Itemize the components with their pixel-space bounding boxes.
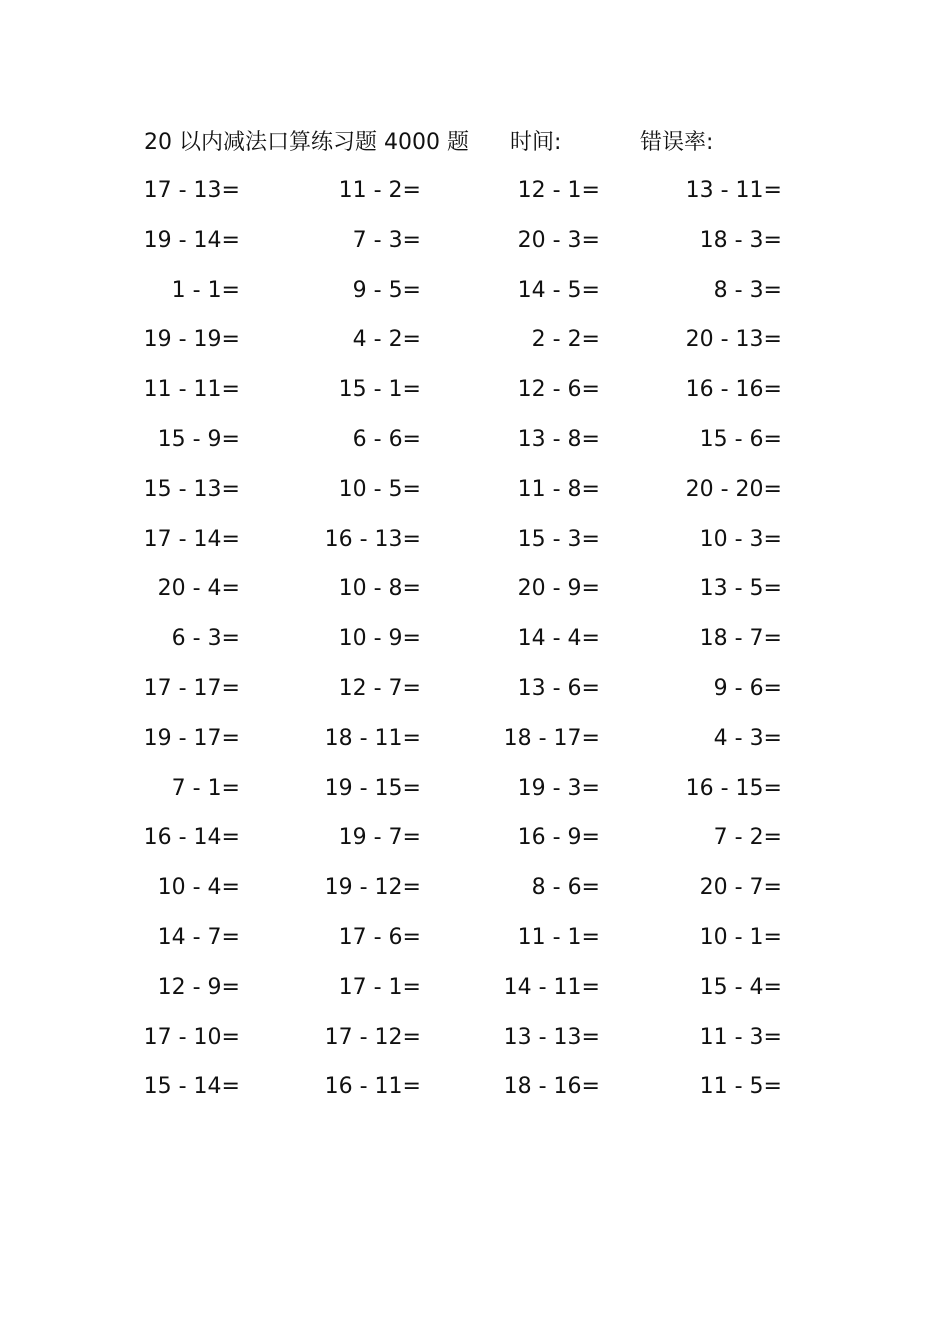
- problem-item: 18 - 17=: [503, 725, 600, 751]
- problem-item: 16 - 13=: [324, 526, 421, 552]
- problem-item: 1 - 1=: [171, 277, 240, 303]
- problem-item: 13 - 11=: [685, 178, 782, 203]
- problem-item: 11 - 11=: [143, 377, 240, 403]
- problem-item: 17 - 12=: [324, 1024, 421, 1050]
- problem-item: 12 - 7=: [338, 676, 421, 701]
- problem-item: 19 - 15=: [324, 775, 421, 801]
- problem-item: 15 - 1=: [338, 377, 421, 403]
- problem-item: 19 - 19=: [143, 327, 240, 353]
- problem-item: 10 - 9=: [338, 626, 421, 652]
- problem-item: 18 - 3=: [699, 227, 782, 253]
- problem-item: 7 - 3=: [352, 227, 421, 253]
- problem-item: 19 - 12=: [324, 875, 421, 901]
- problem-item: 19 - 14=: [143, 227, 240, 253]
- problem-item: 10 - 8=: [338, 576, 421, 602]
- problem-item: 13 - 8=: [517, 427, 600, 452]
- problem-item: 18 - 7=: [699, 626, 782, 652]
- problem-item: 16 - 15=: [685, 775, 782, 801]
- problem-item: 15 - 13=: [143, 476, 240, 502]
- problem-item: 6 - 3=: [171, 626, 240, 652]
- problem-item: 7 - 1=: [171, 775, 240, 801]
- problem-item: 16 - 14=: [143, 825, 240, 851]
- problem-item: 10 - 3=: [699, 526, 782, 552]
- problem-item: 13 - 13=: [503, 1024, 600, 1050]
- problem-item: 20 - 13=: [685, 327, 782, 353]
- problem-item: 16 - 9=: [517, 825, 600, 851]
- time-label: 时间:: [510, 130, 562, 155]
- problem-item: 11 - 2=: [338, 178, 421, 203]
- problem-item: 12 - 1=: [517, 178, 600, 203]
- problem-item: 11 - 3=: [699, 1024, 782, 1050]
- problem-item: 17 - 10=: [143, 1024, 240, 1050]
- problem-item: 4 - 2=: [352, 327, 421, 353]
- problem-item: 10 - 4=: [157, 875, 240, 901]
- problem-item: 19 - 7=: [338, 825, 421, 851]
- problem-item: 17 - 13=: [143, 178, 240, 203]
- problem-item: 8 - 6=: [531, 875, 600, 901]
- problem-item: 2 - 2=: [531, 327, 600, 353]
- problem-item: 17 - 14=: [143, 526, 240, 552]
- problem-item: 14 - 7=: [157, 925, 240, 950]
- problem-item: 9 - 5=: [352, 277, 421, 303]
- problem-item: 13 - 5=: [699, 576, 782, 602]
- problem-item: 11 - 5=: [699, 1074, 782, 1100]
- problem-item: 20 - 4=: [157, 576, 240, 602]
- problem-item: 11 - 8=: [517, 476, 600, 502]
- problem-item: 18 - 11=: [324, 725, 421, 751]
- problem-item: 12 - 6=: [517, 377, 600, 403]
- problem-item: 7 - 2=: [713, 825, 782, 851]
- problem-item: 17 - 17=: [143, 676, 240, 701]
- error-rate-label: 错误率:: [640, 130, 714, 155]
- problem-item: 16 - 11=: [324, 1074, 421, 1100]
- worksheet-title: 20 以内减法口算练习题 4000 题: [144, 130, 469, 155]
- problem-item: 20 - 7=: [699, 875, 782, 901]
- problem-item: 10 - 5=: [338, 476, 421, 502]
- problem-item: 11 - 1=: [517, 925, 600, 950]
- problem-item: 18 - 16=: [503, 1074, 600, 1100]
- problem-item: 20 - 3=: [517, 227, 600, 253]
- problem-item: 19 - 3=: [517, 775, 600, 801]
- problem-item: 15 - 4=: [699, 974, 782, 1000]
- problem-item: 14 - 11=: [503, 974, 600, 1000]
- problem-item: 17 - 6=: [338, 925, 421, 950]
- problem-item: 20 - 9=: [517, 576, 600, 602]
- problem-item: 10 - 1=: [699, 925, 782, 950]
- problem-item: 20 - 20=: [685, 476, 782, 502]
- problem-item: 4 - 3=: [713, 725, 782, 751]
- problem-item: 16 - 16=: [685, 377, 782, 403]
- problem-item: 15 - 9=: [157, 427, 240, 452]
- problem-item: 14 - 4=: [517, 626, 600, 652]
- problem-item: 15 - 6=: [699, 427, 782, 452]
- problem-item: 15 - 3=: [517, 526, 600, 552]
- problem-item: 6 - 6=: [352, 427, 421, 452]
- problem-item: 13 - 6=: [517, 676, 600, 701]
- problem-item: 8 - 3=: [713, 277, 782, 303]
- problem-item: 17 - 1=: [338, 974, 421, 1000]
- problem-item: 15 - 14=: [143, 1074, 240, 1100]
- problem-item: 9 - 6=: [713, 676, 782, 701]
- problem-item: 12 - 9=: [157, 974, 240, 1000]
- problem-item: 14 - 5=: [517, 277, 600, 303]
- problem-item: 19 - 17=: [143, 725, 240, 751]
